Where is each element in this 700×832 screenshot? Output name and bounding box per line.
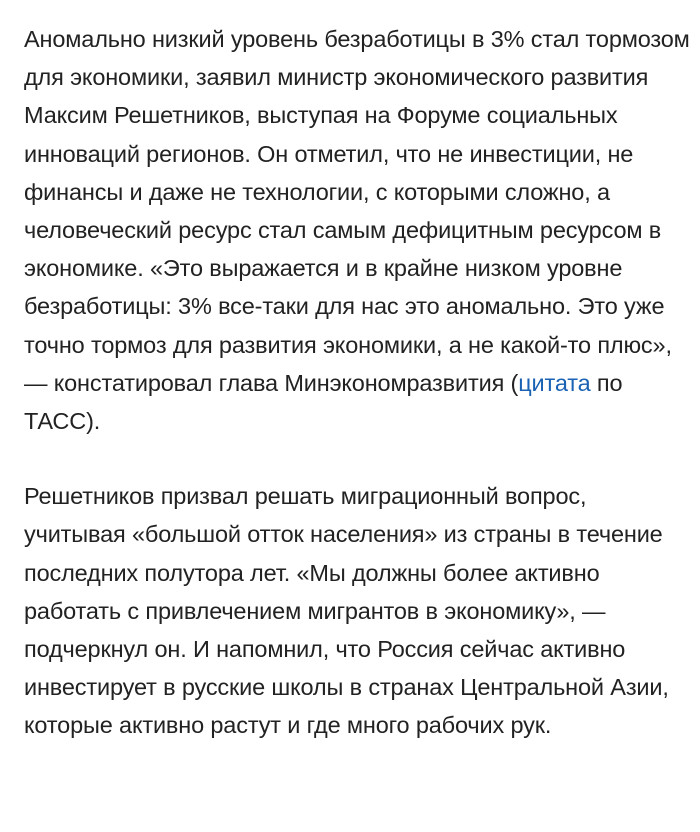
article-paragraph-1 xyxy=(24,20,694,440)
paragraph-1-text-before-link: Аномально низкий уровень безработицы в 3% стал тормозом для экономики, заявил министр экономического развития Максим Решетников, выступая на Форуме социальных инноваций регионов. Он отметил, что не инвестиции, не финансы и даже не технологии, с которыми сложно, а человеческий ресурс стал самым дефицитным ресурсом в экономике. «Это выражается и в крайне низком уровне безработицы: 3% все-таки для нас это аномально. Это уже точно тормоз для развития экономики, а не какой-то плюс», — констатировал глава Минэкономразвития ( xyxy=(24,26,690,396)
article-paragraph-2: Решетников призвал решать миграционный вопрос, учитывая «большой отток населения» из страны в течение последних полутора лет. «Мы должны более активно работать с привлечением мигрантов в экономику», — подчеркнул он. И напомнил, что Россия сейчас активно инвестирует в русские школы в странах Центральной Азии, которые активно растут и где много рабочих рук. xyxy=(24,483,669,739)
article-body xyxy=(24,20,694,745)
paragraph-1-text-after-link: по ТАСС). xyxy=(24,369,623,435)
quote-source-link[interactable]: цитата xyxy=(518,369,591,396)
